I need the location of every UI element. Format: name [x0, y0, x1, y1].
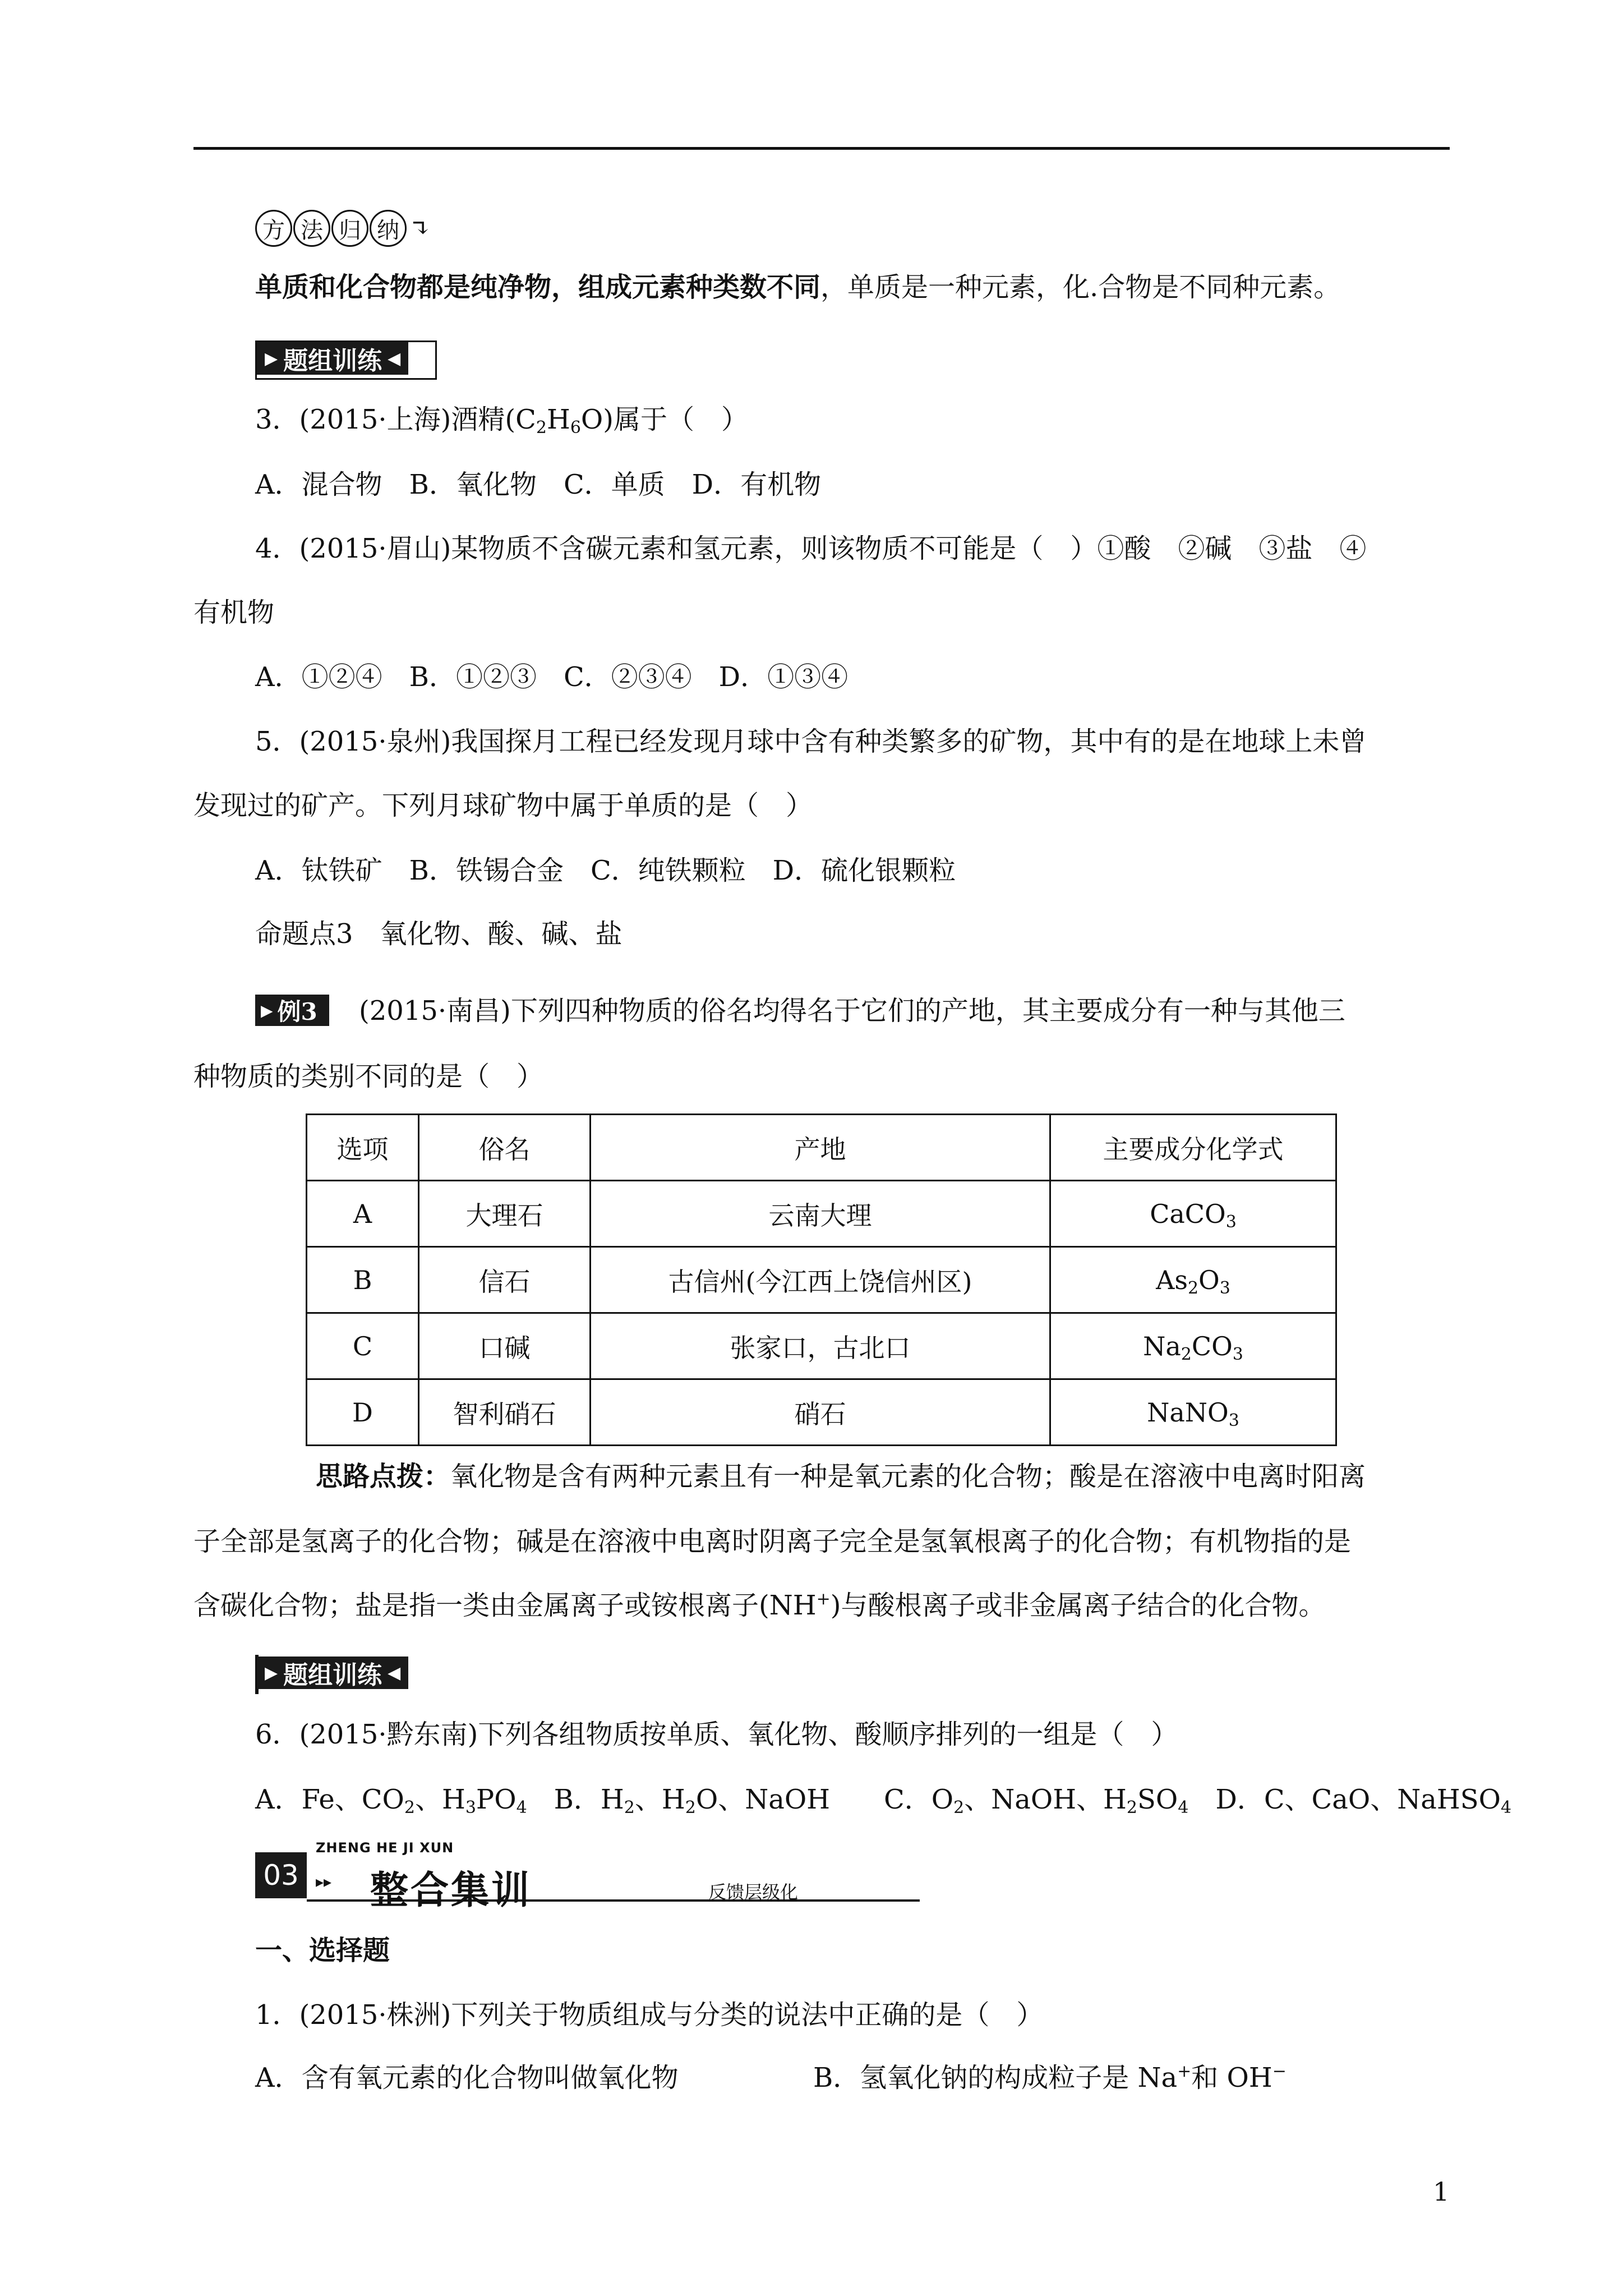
q4-stem: 4．(2015·眉山)某物质不含碳元素和氢元素，则该物质不可能是（ ）①酸 ②碱 ③盐 ④	[255, 533, 1367, 564]
q1-option-b: B．氢氧化钠的构成粒子是 Na+和 OH−	[813, 2062, 1287, 2093]
method-char-4: 纳	[370, 210, 407, 247]
table-cell: 口碱	[419, 1313, 591, 1379]
q3-stem: 3．(2015·上海)酒精$(C_2H_6O)$属于（ ）	[255, 404, 749, 438]
hint-label: 思路点拨：	[316, 1461, 451, 1492]
practice-tag-1	[257, 342, 408, 375]
table-row	[307, 1379, 1336, 1446]
q1-stem: 1．(2015·株洲)下列关于物质组成与分类的说法中正确的是（ ）	[255, 1999, 1044, 2031]
method-char-1: 方	[255, 210, 292, 247]
method-summary-text	[255, 269, 1340, 305]
back-icon: ◀	[388, 1663, 401, 1683]
table-cell: 云南大理	[591, 1181, 1050, 1247]
play-icon: ▶	[261, 1001, 273, 1020]
method-summary-heading	[255, 209, 431, 248]
q1-option-a: A．含有氧元素的化合物叫做氧化物	[255, 2062, 679, 2093]
hint-text-3-post: )与酸根离子或非金属离子结合的化合物。	[830, 1590, 1326, 1621]
table-header: 俗名	[419, 1115, 591, 1181]
play-icon: ▶	[265, 1663, 278, 1683]
table-row	[307, 1181, 1336, 1247]
product-table	[306, 1114, 1337, 1446]
q1-option-b-mid: 和 OH	[1191, 2062, 1272, 2093]
practice-tag-2	[257, 1657, 408, 1689]
hint-text-3-pre: 含碳化合物；盐是指一类由金属离子或铵根离子(NH	[193, 1590, 817, 1621]
header-rule	[193, 147, 1450, 150]
q4-stem-cont: 有机物	[193, 597, 275, 628]
section-banner	[255, 1840, 920, 1913]
practice-tag-label: 题组训练	[283, 1661, 382, 1690]
return-arrow-icon: ↴	[410, 214, 431, 243]
formula-cell: NaNO$_3$	[1050, 1379, 1336, 1446]
table-cell: 大理石	[419, 1181, 591, 1247]
q3-options: A．混合物 B．氧化物 C．单质 D．有机物	[255, 469, 822, 500]
summary-rest: ，单质是一种元素，化.合物是不同种元素。	[820, 272, 1341, 303]
hint-text-1: 氧化物是含有两种元素且有一种是氧元素的化合物；酸是在溶液中电离时阳离	[450, 1461, 1366, 1492]
table-cell: B	[307, 1247, 419, 1313]
formula-cell: CaCO$_3$	[1050, 1181, 1336, 1247]
back-icon: ◀	[388, 348, 401, 369]
example3-stem-cont: 种物质的类别不同的是（ ）	[193, 1061, 544, 1092]
play-icon: ▶	[265, 348, 278, 369]
summary-bold: 单质和化合物都是纯净物，组成元素种类数不同	[255, 272, 821, 303]
table-row	[307, 1247, 1336, 1313]
table-header: 选项	[307, 1115, 419, 1181]
table-cell: C	[307, 1313, 419, 1379]
banner-title: 整合集训	[370, 1869, 532, 1913]
table-cell: D	[307, 1379, 419, 1446]
q5-stem-cont: 发现过的矿产。下列月球矿物中属于单质的是（ ）	[193, 790, 813, 821]
q3-stem-post: O)属于（ ）	[580, 404, 749, 435]
hint-line-1	[316, 1458, 1366, 1494]
example-label: 例3	[277, 998, 317, 1025]
table-cell: 智利硝石	[419, 1379, 591, 1446]
method-char-3: 归	[331, 210, 368, 247]
section-heading: 一、选择题	[255, 1935, 390, 1966]
table-cell: 古信州(今江西上饶信州区)	[591, 1247, 1050, 1313]
method-char-2: 法	[293, 210, 330, 247]
formula-cell: $Na_2CO_3$	[1050, 1313, 1336, 1379]
table-cell: 信石	[419, 1247, 591, 1313]
table-header-row	[307, 1115, 1336, 1181]
formula-cell: $As_2O_3$	[1050, 1247, 1336, 1313]
banner-number: 03	[255, 1852, 307, 1898]
banner-pinyin: ZHENG HE JI XUN	[316, 1840, 454, 1856]
q1-option-b-pre: B．氢氧化钠的构成粒子是 Na	[813, 2062, 1178, 2093]
double-arrow-icon: ▸▸	[316, 1872, 332, 1891]
q3-stem-pre: 3．(2015·上海)酒精(C	[255, 404, 536, 435]
table-cell: 张家口，古北口	[591, 1313, 1050, 1379]
table-header: 主要成分化学式	[1050, 1115, 1336, 1181]
example-tag	[255, 995, 329, 1026]
q5-stem: 5．(2015·泉州)我国探月工程已经发现月球中含有种类繁多的矿物，其中有的是在地球上未曾	[255, 726, 1367, 757]
q4-options: A．①②④ B．①②③ C．②③④ D．①③④	[255, 661, 849, 693]
hint-line-3: 含碳化合物；盐是指一类由金属离子或铵根离子(NH+)与酸根离子或非金属离子结合的化合物。	[193, 1589, 1326, 1621]
page-number: 1	[1433, 2177, 1450, 2207]
example3-stem: (2015·南昌)下列四种物质的俗名均得名于它们的产地，其主要成分有一种与其他三	[359, 995, 1345, 1027]
hint-line-2: 子全部是氢离子的化合物；碱是在溶液中电离时阴离子完全是氢氧根离子的化合物；有机物指的是	[193, 1526, 1352, 1557]
banner-rule	[307, 1899, 920, 1902]
topic-point-3: 命题点3 氧化物、酸、碱、盐	[255, 918, 623, 950]
table-cell: 硝石	[591, 1379, 1050, 1446]
practice-tag-label: 题组训练	[283, 347, 382, 375]
q5-options: A．钛铁矿 B．铁锡合金 C．纯铁颗粒 D．硫化银颗粒	[255, 855, 956, 886]
q6-options: A．Fe、$CO_2$、$H_3PO_4$ B．$H_2$、$H_2O$、NaOH C．$O_2$、NaOH、$H_2SO_4$ D．C、CaO、NaHSO$_4$	[255, 1784, 1512, 1818]
table-cell: A	[307, 1181, 419, 1247]
table-row	[307, 1313, 1336, 1379]
q6-stem: 6．(2015·黔东南)下列各组物质按单质、氧化物、酸顺序排列的一组是（ ）	[255, 1719, 1178, 1750]
table-header: 产地	[591, 1115, 1050, 1181]
banner-subtitle: 反馈层级化	[708, 1881, 799, 1903]
